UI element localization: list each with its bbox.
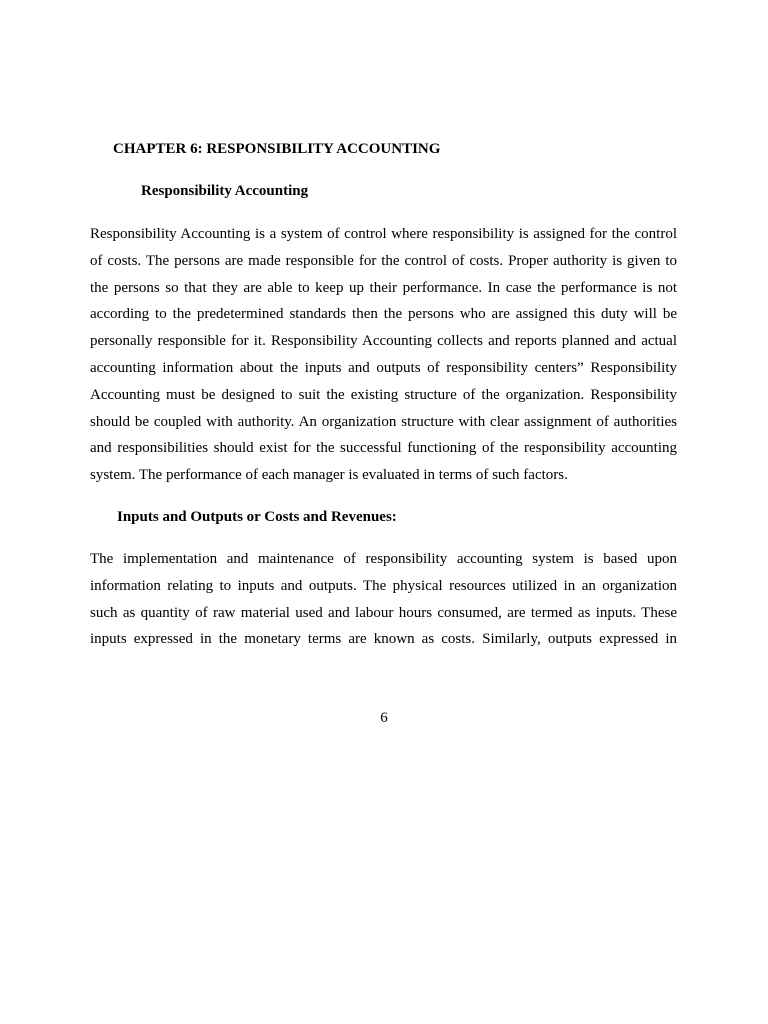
paragraph-inputs-outputs	[90, 546, 677, 653]
paragraph-line: should be coupled with authority. An organization structure with clear assignment of authorities	[90, 413, 677, 430]
paragraph-line: personally responsible for it. Responsibility Accounting collects and reports planned and actual	[90, 333, 677, 350]
chapter-title: CHAPTER 6: RESPONSIBILITY ACCOUNTING	[113, 141, 441, 157]
paragraph-line: of costs. The persons are made responsible for the control of costs. Proper authority is given to	[90, 252, 677, 269]
paragraph-line: Responsibility Accounting is a system of control where responsibility is assigned for the control	[90, 226, 677, 242]
paragraph-line: and responsibilities should exist for the successful functioning of the responsibility accounting	[90, 440, 677, 457]
paragraph-line: information relating to inputs and outputs. The physical resources utilized in an organization	[90, 577, 677, 594]
paragraph-line: such as quantity of raw material used and labour hours consumed, are termed as inputs. These	[90, 604, 677, 621]
paragraph-line: the persons so that they are able to keep up their performance. In case the performance is not	[90, 279, 677, 296]
page-number: 6	[380, 710, 388, 726]
paragraph-responsibility-accounting	[90, 221, 677, 489]
paragraph-line: The implementation and maintenance of responsibility accounting system is based upon	[90, 551, 677, 567]
paragraph-line: accounting information about the inputs and outputs of responsibility centers” Responsibility	[90, 359, 677, 376]
section-title: Responsibility Accounting	[141, 183, 309, 199]
paragraph-line: Accounting must be designed to suit the existing structure of the organization. Responsibility	[90, 386, 677, 403]
paragraph-line: system. The performance of each manager is evaluated in terms of such factors.	[90, 467, 568, 484]
subsection-title: Inputs and Outputs or Costs and Revenues:	[117, 509, 397, 525]
paragraph-line: inputs expressed in the monetary terms are known as costs. Similarly, outputs expressed in	[90, 631, 677, 648]
paragraph-line: according to the predetermined standards then the persons who are assigned this duty will be	[90, 306, 677, 323]
